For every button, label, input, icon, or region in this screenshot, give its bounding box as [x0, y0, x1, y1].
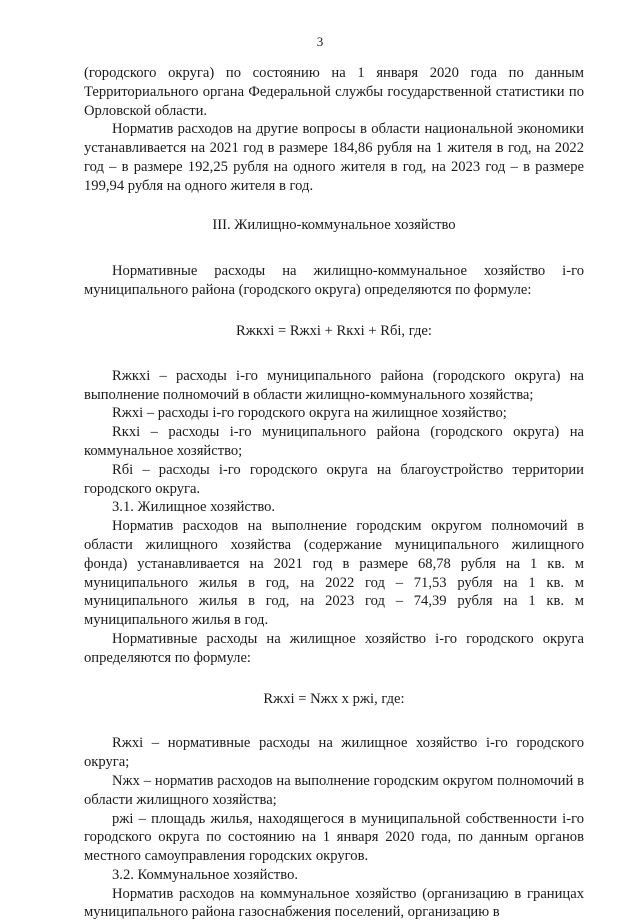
paragraph-economy-norm: Норматив расходов на другие вопросы в области национальной экономики устанавливается на 2021 год в размере 184,86 рубля на 1 жителя в год, на 2022 год – в размере 192,25 рубля на одного жителя в год, на 2023 год – в размере 199,94 рубля на одного жителя в год.	[84, 121, 584, 194]
paragraph-housing-norm: Норматив расходов на выполнение городским округом полномочий в области жилищного хозяйства (содержание муниципального жилищного фонда) устанавливается на 2021 год в размере 68,78 рубля на 1 кв. м муниципального жилья в год, на 2022 год – 71,53 рубля на 1 кв. м муниципального жилья в год, на 2023 год – 74,39 рубля на 1 кв. м муниципального жилья в год.	[84, 518, 584, 629]
definition-rkh: Rкхi – расходы i-го муниципального района (городского округа) на коммунальное хозяйство;	[84, 424, 584, 459]
formula-housing: Rжхi = Nжх x pжi, где:	[263, 690, 405, 707]
document-body	[84, 64, 584, 922]
formula-housing-communal: Rжкхi = Rжхi + Rкхi + Rбi, где:	[236, 322, 432, 339]
definition-rzhhi: Rжхi – нормативные расходы на жилищное хозяйство i-го городского округа;	[84, 735, 584, 771]
paragraph-housing-formula-intro-2: Нормативные расходы на жилищное хозяйство i-го городского округа определяются по формуле:	[84, 630, 584, 666]
definition-rb: Rбi – расходы i-го городского округа на благоустройство территории городского округа.	[84, 461, 584, 497]
definition-rzhkh: Rжкхi – расходы i-го муниципального района (городского округа) на выполнение полномочий в области жилищно-коммунального хозяйства;	[84, 367, 584, 403]
definition-nzhh: Nжх – норматив расходов на выполнение городским округом полномочий в области жилищного хозяйства;	[84, 772, 584, 808]
paragraph-communal-norm: Норматив расходов на коммунальное хозяйство (организацию в границах муниципального района газоснабжения поселений, организацию в	[84, 885, 584, 921]
page-number: 3	[316, 34, 324, 49]
paragraph-housing-formula-intro: Нормативные расходы на жилищно-коммунальное хозяйство i-го муниципального района (городского округа) определяются по формуле:	[84, 263, 584, 299]
subsection-housing: 3.1. Жилищное хозяйство.	[112, 499, 276, 516]
section-heading: III. Жилищно-коммунальное хозяйство	[212, 216, 456, 233]
definition-pzhi: pжi – площадь жилья, находящегося в муниципальной собственности i-го городского округа по состоянию на 1 января 2020 года, по данным органов местного самоуправления городских округов.	[84, 810, 584, 865]
paragraph-population-source: (городского округа) по состоянию на 1 января 2020 года по данным Территориального органа Федеральной службы государственной статистики по Орловской области.	[84, 65, 584, 119]
definition-rzhh: Rжхi – расходы i-го городского округа на жилищное хозяйство;	[112, 405, 507, 422]
subsection-communal: 3.2. Коммунальное хозяйство.	[112, 866, 299, 883]
